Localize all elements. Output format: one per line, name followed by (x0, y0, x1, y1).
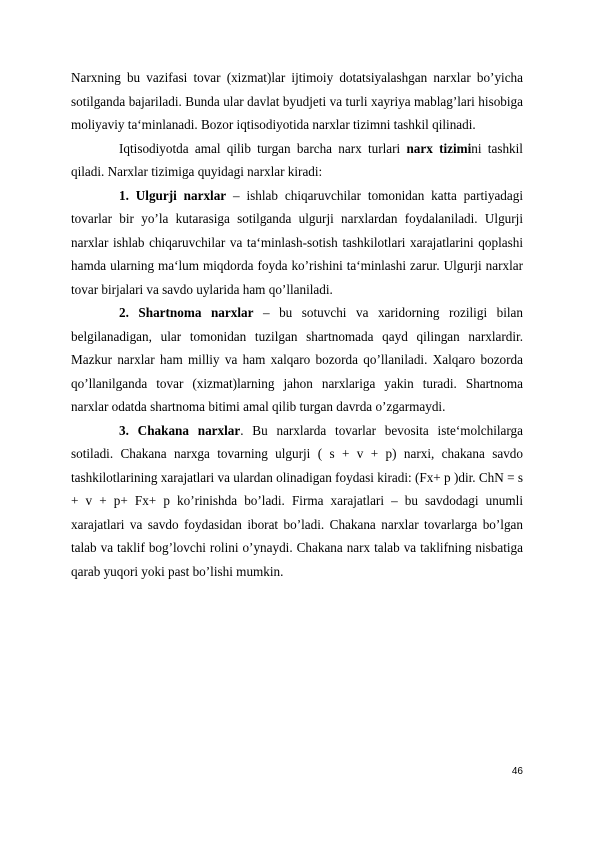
paragraph-narx-vazifasi: Narxning bu vazifasi tovar (xizmat)lar ijtimoiy dotatsiyalashgan narxlar bo’yicha sotilganda bajariladi. Bunda ular davlat byudjeti va turli xayriya mablag’lari hisobiga moliyaviy ta‘minlanadi. Bozor iqtisodiyotida narxlar tizimni tashkil qilinadi. (71, 70, 523, 132)
heading-ulgurji-narxlar: 1. Ulgurji narxlar (119, 187, 227, 203)
paragraph-ulgurji-narxlar (71, 184, 523, 302)
text-chakana-narxlar: . Bu narxlarda tovarlar bevosita iste‘molchilarga sotiladi. Chakana narxga tovarning ulgurji ( s + v + p) narxi, chakana savdo tashkilotlarining xarajatlari va ulardan olinadigan foydasi kiradi: (Fx+ p )dir. ChN = s + v + p+ Fx+ p ko’rinishda bo’ladi. Firma xarajatlari – bu savdodagi unumli xarajatlari va savdo foydasidan iborat bo’ladi. Chakana narxlar tovarlarga bo’lgan talab va taklif bog’lovchi rolini o’ynaydi. Chakana narx talab va taklifning nisbatiga qarab yuqori yoki past bo’lishi mumkin. (71, 422, 523, 579)
document-page (71, 66, 523, 583)
paragraph-narx-tizimi (71, 137, 523, 184)
paragraph-chakana-narxlar (71, 419, 523, 584)
paragraph-shartnoma-narxlar (71, 301, 523, 419)
heading-chakana-narxlar: 3. Chakana narxlar (119, 422, 241, 438)
term-narx-tizimi: narx tizimi (406, 140, 472, 156)
heading-shartnoma-narxlar: 2. Shartnoma narxlar (119, 305, 254, 320)
paragraph-narx-tizimi-intro: Iqtisodiyotda amal qilib turgan barcha narx turlari (119, 140, 407, 156)
page-number: 46 (511, 766, 523, 777)
text-ulgurji-narxlar: – ishlab chiqaruvchilar tomonidan katta partiyadagi tovarlar bir yo’la kutarasiga sotilganda ulgurji narxlardan foydalaniladi. Ulgurji narxlar ishlab chiqaruvchilar va ta‘minlash-sotish tashkilotlari xarajatlarini qoplashi hamda ularning ma‘lum miqdorda foyda ko’rishini ta‘minlashi zarur. Ulgurji narxlar tovar birjalari va savdo uylarida ham qo’llaniladi. (71, 187, 523, 297)
paragraph-narx-tizimi-rest: ni tashkil qiladi. Narxlar tizimiga quyidagi narxlar kiradi: (71, 140, 523, 179)
text-shartnoma-narxlar: – bu sotuvchi va xaridorning roziligi bilan belgilanadigan, ular tomonidan tuzilgan shartnomada qayd qilingan narxlardir. Mazkur narxlar ham milliy va ham xalqaro bozorda qo’llaniladi. Xalqaro bozorda qo’llanilganda tovar (xizmat)larning jahon narxlariga yakin turadi. Shartnoma narxlar odatda shartnoma bitimi amal qilib turgan davrda o’zgarmaydi. (71, 305, 523, 414)
